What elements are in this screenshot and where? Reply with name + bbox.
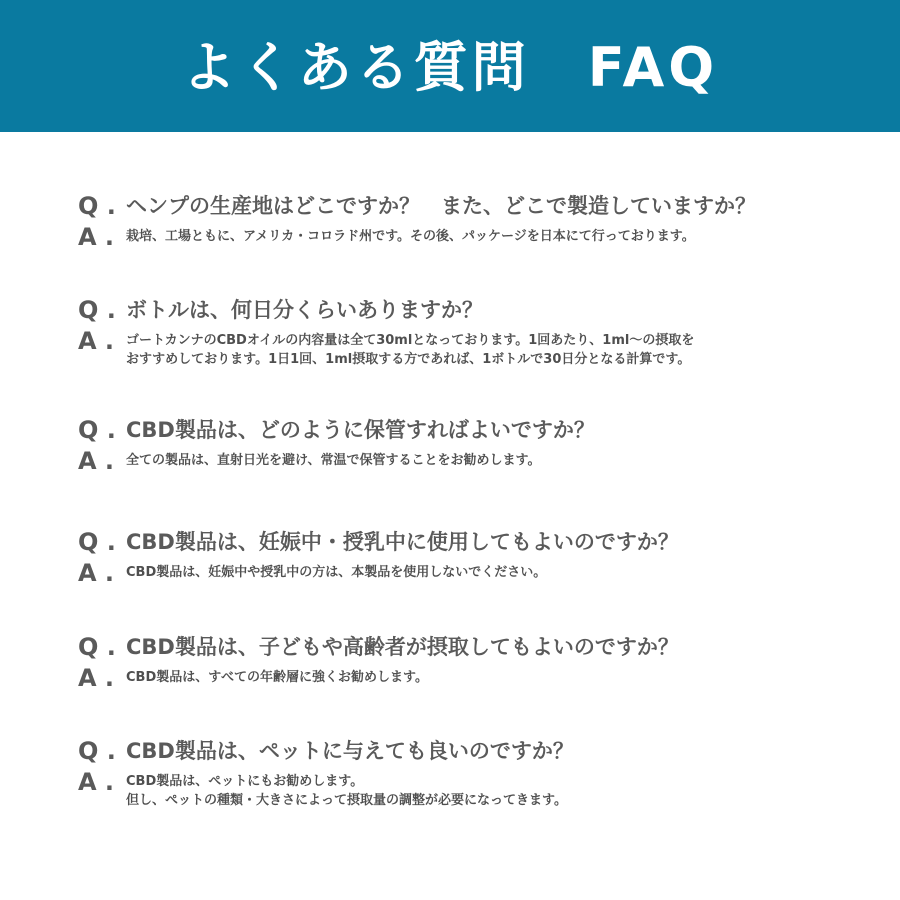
- answer-row: [78, 449, 868, 473]
- answer-row: [78, 225, 868, 249]
- answer-marker: A .: [78, 768, 115, 796]
- question-text: ボトルは、何日分くらいありますか？: [126, 298, 483, 322]
- answer-line: CBD製品は、妊娠中や授乳中の方は、本製品を使用しないでください。: [126, 565, 547, 580]
- faq-item: [78, 736, 868, 810]
- question-marker: Q .: [78, 296, 116, 324]
- answer-marker: A .: [78, 447, 115, 475]
- answer-row: [78, 770, 868, 810]
- question-text: ヘンプの生産地はどこですか？ また、どこで製造していますか？: [126, 194, 756, 218]
- header-banner: [0, 0, 900, 132]
- faq-item: [78, 191, 868, 249]
- question-row: [78, 191, 868, 221]
- answer-marker: A .: [78, 664, 115, 692]
- answer-line: 全ての製品は、直射日光を避け、常温で保管することをお勧めします。: [126, 453, 541, 468]
- question-text: CBD製品は、どのように保管すればよいですか？: [126, 418, 595, 442]
- question-row: [78, 736, 868, 766]
- answer-line: 但し、ペットの種類・大きさによって摂取量の調整が必要になってきます。: [126, 793, 567, 808]
- answer-line: CBD製品は、すべての年齢層に強くお勧めします。: [126, 670, 428, 685]
- faq-item: [78, 632, 868, 690]
- answer-text: [126, 329, 694, 369]
- faq-item: [78, 527, 868, 585]
- answer-line: ゴートカンナのCBDオイルの内容量は全て30mlとなっております。1回あたり、1ml〜の摂取を: [126, 333, 695, 348]
- answer-marker: A .: [78, 559, 115, 587]
- answer-text: [126, 666, 428, 687]
- faq-item: [78, 295, 868, 369]
- question-marker: Q .: [78, 416, 116, 444]
- answer-row: [78, 329, 868, 369]
- answer-text: [126, 225, 695, 246]
- faq-item: [78, 415, 868, 473]
- question-row: [78, 415, 868, 445]
- page-title: よくある質問 FAQ: [181, 35, 719, 99]
- question-row: [78, 527, 868, 557]
- answer-line: おすすめしております。1日1回、1ml摂取する方であれば、1ボトルで30日分となる計算です。: [126, 352, 691, 367]
- question-marker: Q .: [78, 633, 116, 661]
- answer-marker: A .: [78, 223, 115, 251]
- answer-text: [126, 770, 567, 810]
- question-text: CBD製品は、子どもや高齢者が摂取してもよいのですか？: [126, 635, 679, 659]
- question-text: CBD製品は、ペットに与えても良いのですか？: [126, 739, 574, 763]
- answer-line: CBD製品は、ペットにもお勧めします。: [126, 774, 364, 789]
- question-row: [78, 295, 868, 325]
- answer-line: 栽培、工場ともに、アメリカ・コロラド州です。その後、パッケージを日本にて行っております。: [126, 229, 695, 244]
- answer-marker: A .: [78, 327, 115, 355]
- question-text: CBD製品は、妊娠中・授乳中に使用してもよいのですか？: [126, 530, 679, 554]
- question-marker: Q .: [78, 528, 116, 556]
- question-marker: Q .: [78, 192, 116, 220]
- question-marker: Q .: [78, 737, 116, 765]
- answer-row: [78, 666, 868, 690]
- answer-text: [126, 561, 546, 582]
- answer-row: [78, 561, 868, 585]
- answer-text: [126, 449, 540, 470]
- question-row: [78, 632, 868, 662]
